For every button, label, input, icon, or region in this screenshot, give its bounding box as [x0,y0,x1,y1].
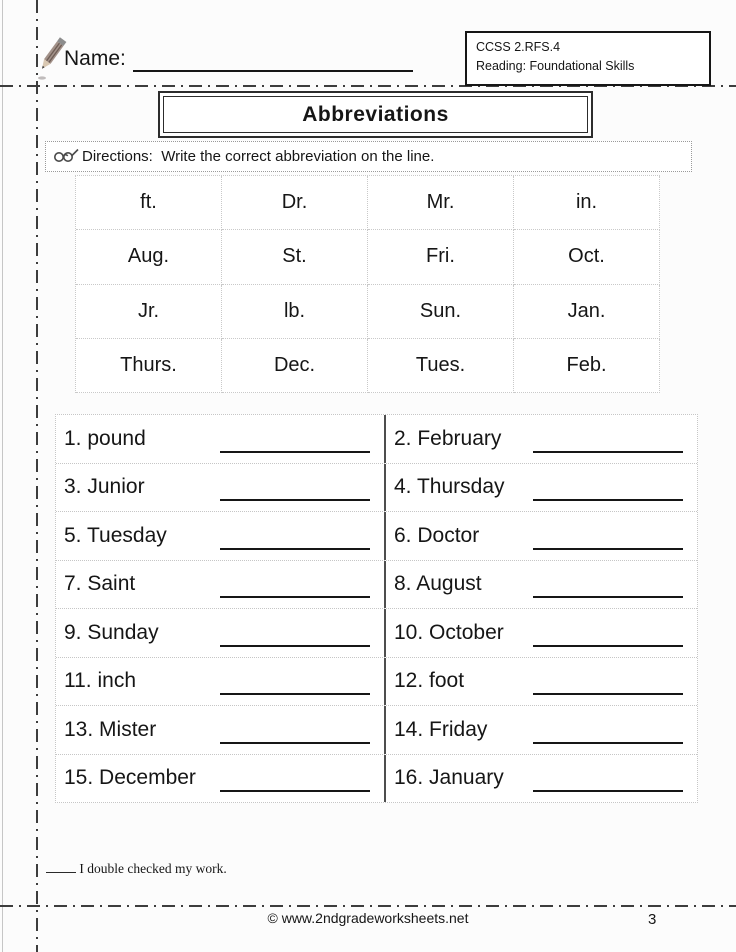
question-row [56,755,697,803]
question-word: December [99,766,196,790]
word-bank-cell: Jr. [76,285,222,339]
question-number: 3. [64,475,82,499]
question-row [56,415,697,464]
answer-blank[interactable] [533,596,683,598]
word-bank-cell: Thurs. [76,339,222,393]
question-label [394,572,482,596]
question-label [64,718,156,742]
question-row [56,658,697,707]
question-number: 2. [394,426,412,450]
question-item [56,561,386,609]
word-bank-cell: Oct. [514,230,660,284]
question-number: 1. [64,426,82,450]
self-check-line [46,861,227,877]
question-item [386,706,697,754]
cut-guide-vertical [36,0,38,952]
answer-blank[interactable] [220,742,370,744]
answer-blank[interactable] [220,499,370,501]
question-item [386,658,697,706]
question-label [64,475,145,499]
question-word: October [429,620,504,644]
word-bank-cell: Tues. [368,339,514,393]
answer-blank[interactable] [533,451,683,453]
question-number: 13. [64,717,94,741]
question-number: 11. [64,669,92,693]
answer-blank[interactable] [220,548,370,550]
question-item [56,755,386,803]
question-row [56,512,697,561]
question-word: Junior [87,475,145,499]
question-label [64,621,159,645]
question-word: Saint [87,572,136,596]
question-label [64,669,136,693]
question-word: pound [87,426,146,450]
question-word: Sunday [87,620,159,644]
question-number: 16. [394,766,424,790]
questions-table [55,414,698,803]
page-number: 3 [648,911,657,928]
word-bank-cell: ft. [76,176,222,230]
answer-blank[interactable] [220,596,370,598]
question-word: February [417,426,502,450]
question-number: 4. [394,475,412,499]
question-label [64,427,146,451]
question-word: Doctor [417,523,480,547]
answer-blank[interactable] [220,693,370,695]
question-row [56,609,697,658]
answer-blank[interactable] [533,499,683,501]
question-label [394,669,464,693]
question-word: Tuesday [86,523,167,547]
word-bank-cell: Aug. [76,230,222,284]
directions-text: Directions: Write the correct abbreviation on the line. [82,148,435,165]
question-label [394,475,505,499]
word-bank-cell: Dr. [222,176,368,230]
name-label: Name: [64,47,126,70]
standard-code: CCSS 2.RFS.4 [476,40,561,54]
question-word: August [416,572,482,596]
question-number: 5. [64,523,82,547]
question-item [386,512,697,560]
cut-guide-horizontal-bottom [0,905,736,907]
answer-blank[interactable] [533,548,683,550]
word-bank-cell: in. [514,176,660,230]
word-bank-cell: lb. [222,285,368,339]
word-bank-cell: Mr. [368,176,514,230]
question-number: 6. [394,523,412,547]
question-row [56,706,697,755]
question-row [56,561,697,610]
answer-blank[interactable] [220,451,370,453]
question-item [386,755,697,803]
question-item [386,561,697,609]
question-word: inch [97,669,137,693]
question-word: Friday [429,717,488,741]
title-box [158,91,593,138]
word-bank-cell: Dec. [222,339,368,393]
standard-box [465,31,711,86]
question-word: January [429,766,504,790]
question-label [394,718,487,742]
question-label [64,524,167,548]
question-item [386,609,697,657]
word-bank-cell: Sun. [368,285,514,339]
answer-blank[interactable] [220,645,370,647]
question-number: 7. [64,572,82,596]
question-item [56,464,386,512]
directions-box [45,141,692,172]
word-bank-cell: St. [222,230,368,284]
answer-blank[interactable] [533,645,683,647]
question-label [394,524,479,548]
worksheet-title: Abbreviations [163,96,588,133]
word-bank [75,175,660,393]
question-row [56,464,697,513]
question-word: foot [429,669,465,693]
self-check-blank[interactable] [46,872,76,873]
question-label [64,572,135,596]
question-item [56,658,386,706]
answer-blank[interactable] [220,790,370,792]
question-item [56,512,386,560]
self-check-text: I double checked my work. [79,861,227,876]
word-bank-cell: Jan. [514,285,660,339]
question-item [56,609,386,657]
answer-blank[interactable] [533,693,683,695]
standard-strand: Reading: Foundational Skills [476,58,635,73]
footer-copyright: © www.2ndgradeworksheets.net [267,910,469,926]
glasses-icon [53,146,79,168]
page-edge-line [2,0,3,952]
answer-blank[interactable] [533,790,683,792]
question-label [394,621,504,645]
question-number: 10. [394,620,424,644]
word-bank-cell: Fri. [368,230,514,284]
question-label [394,427,501,451]
question-item [56,415,386,463]
question-label [64,766,196,790]
question-word: Thursday [416,475,505,499]
question-label [394,766,504,790]
question-number: 15. [64,766,94,790]
question-word: Mister [99,717,157,741]
question-number: 14. [394,717,424,741]
question-item [386,415,697,463]
question-item [56,706,386,754]
question-number: 9. [64,620,82,644]
question-item [386,464,697,512]
name-input-line[interactable] [133,70,413,72]
question-number: 12. [394,669,424,693]
word-bank-cell: Feb. [514,339,660,393]
question-number: 8. [394,572,412,596]
answer-blank[interactable] [533,742,683,744]
